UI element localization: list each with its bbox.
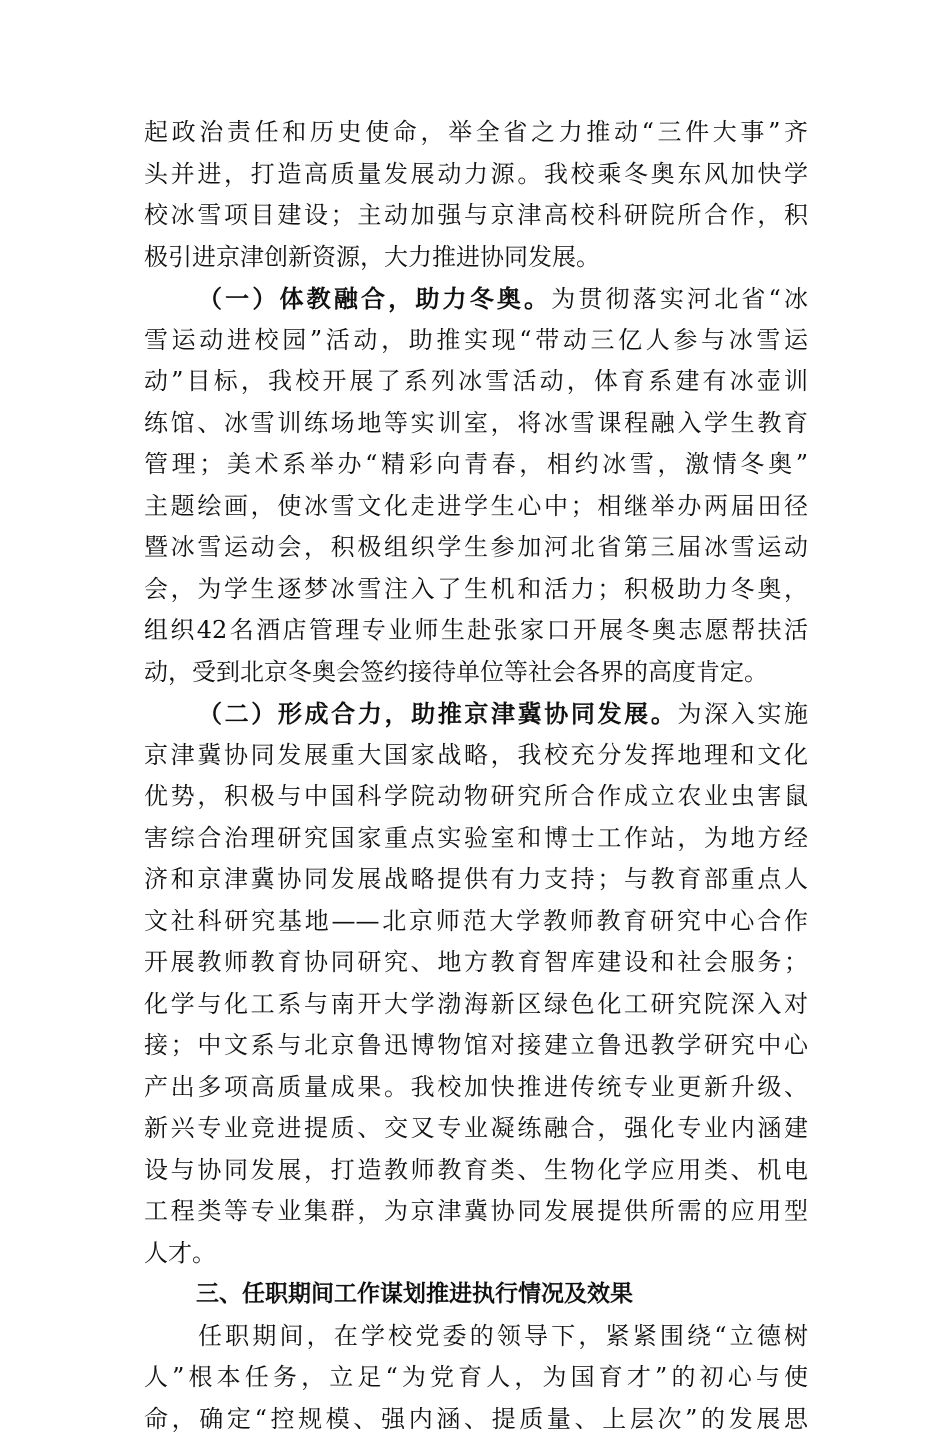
text-line: 接；中文系与北京鲁迅博物馆对接建立鲁迅教学研究中心 xyxy=(144,1025,808,1067)
paragraph-sports-winter-olympics xyxy=(144,278,808,693)
text-line: 工程类等专业集群，为京津冀协同发展提供所需的应用型 xyxy=(144,1191,808,1233)
text-line: 设与协同发展，打造教师教育类、生物化学应用类、机电 xyxy=(144,1150,808,1192)
section-heading-3: 三、任职期间工作谋划推进执行情况及效果 xyxy=(144,1274,808,1316)
text-line: 会，为学生逐梦冰雪注入了生机和活力；积极助力冬奥， xyxy=(144,569,808,611)
text-line: 新兴专业竞进提质、交叉专业凝练融合，强化专业内涵建 xyxy=(144,1108,808,1150)
section-title-2: （二）形成合力，助推京津冀协同发展。 xyxy=(198,699,677,728)
text-line: 优势，积极与中国科学院动物研究所合作成立农业虫害鼠 xyxy=(144,776,808,818)
paragraph-jingjinji-coordination xyxy=(144,693,808,1274)
text-line: 文社科研究基地——北京师范大学教师教育研究中心合作 xyxy=(144,901,808,943)
section-title-1: （一）体教融合，助力冬奥。 xyxy=(198,284,551,313)
text-fragment: 为深入实施 xyxy=(677,700,808,728)
text-line: 命，确定“控规模、强内涵、提质量、上层次”的发展思 xyxy=(144,1399,808,1440)
text-line: 暨冰雪运动会，积极组织学生参加河北省第三届冰雪运动 xyxy=(144,527,808,569)
paragraph-tenure-work xyxy=(144,1316,808,1440)
text-line xyxy=(144,693,808,735)
text-line: 济和京津冀协同发展战略提供有力支持；与教育部重点人 xyxy=(144,859,808,901)
text-line xyxy=(144,278,808,320)
text-line: 动”目标，我校开展了系列冰雪活动，体育系建有冰壶训 xyxy=(144,361,808,403)
text-line: 起政治责任和历史使命，举全省之力推动“三件大事”齐 xyxy=(144,112,808,154)
text-line: 害综合治理研究国家重点实验室和博士工作站，为地方经 xyxy=(144,818,808,860)
text-line: 京津冀协同发展重大国家战略，我校充分发挥地理和文化 xyxy=(144,735,808,777)
text-line: 产出多项高质量成果。我校加快推进传统专业更新升级、 xyxy=(144,1067,808,1109)
text-line: 主题绘画，使冰雪文化走进学生心中；相继举办两届田径 xyxy=(144,486,808,528)
text-fragment: 为贯彻落实河北省“冰 xyxy=(551,285,808,313)
text-line: 练馆、冰雪训练场地等实训室，将冰雪课程融入学生教育 xyxy=(144,403,808,445)
text-line: 动，受到北京冬奥会签约接待单位等社会各界的高度肯定。 xyxy=(144,652,808,694)
body-text xyxy=(144,112,808,1440)
paragraph-continuation xyxy=(144,112,808,278)
text-line: 组织42名酒店管理专业师生赴张家口开展冬奥志愿帮扶活 xyxy=(144,610,808,652)
text-line: 开展教师教育协同研究、地方教育智库建设和社会服务； xyxy=(144,942,808,984)
text-line: 任职期间，在学校党委的领导下，紧紧围绕“立德树 xyxy=(144,1316,808,1358)
text-line: 化学与化工系与南开大学渤海新区绿色化工研究院深入对 xyxy=(144,984,808,1026)
text-line: 校冰雪项目建设；主动加强与京津高校科研院所合作，积 xyxy=(144,195,808,237)
text-line: 头并进，打造高质量发展动力源。我校乘冬奥东风加快学 xyxy=(144,154,808,196)
text-line: 人”根本任务，立足“为党育人，为国育才”的初心与使 xyxy=(144,1357,808,1399)
text-line: 极引进京津创新资源，大力推进协同发展。 xyxy=(144,237,808,279)
text-line: 管理；美术系举办“精彩向青春，相约冰雪，激情冬奥” xyxy=(144,444,808,486)
text-line: 雪运动进校园”活动，助推实现“带动三亿人参与冰雪运 xyxy=(144,320,808,362)
text-line: 人才。 xyxy=(144,1233,808,1275)
